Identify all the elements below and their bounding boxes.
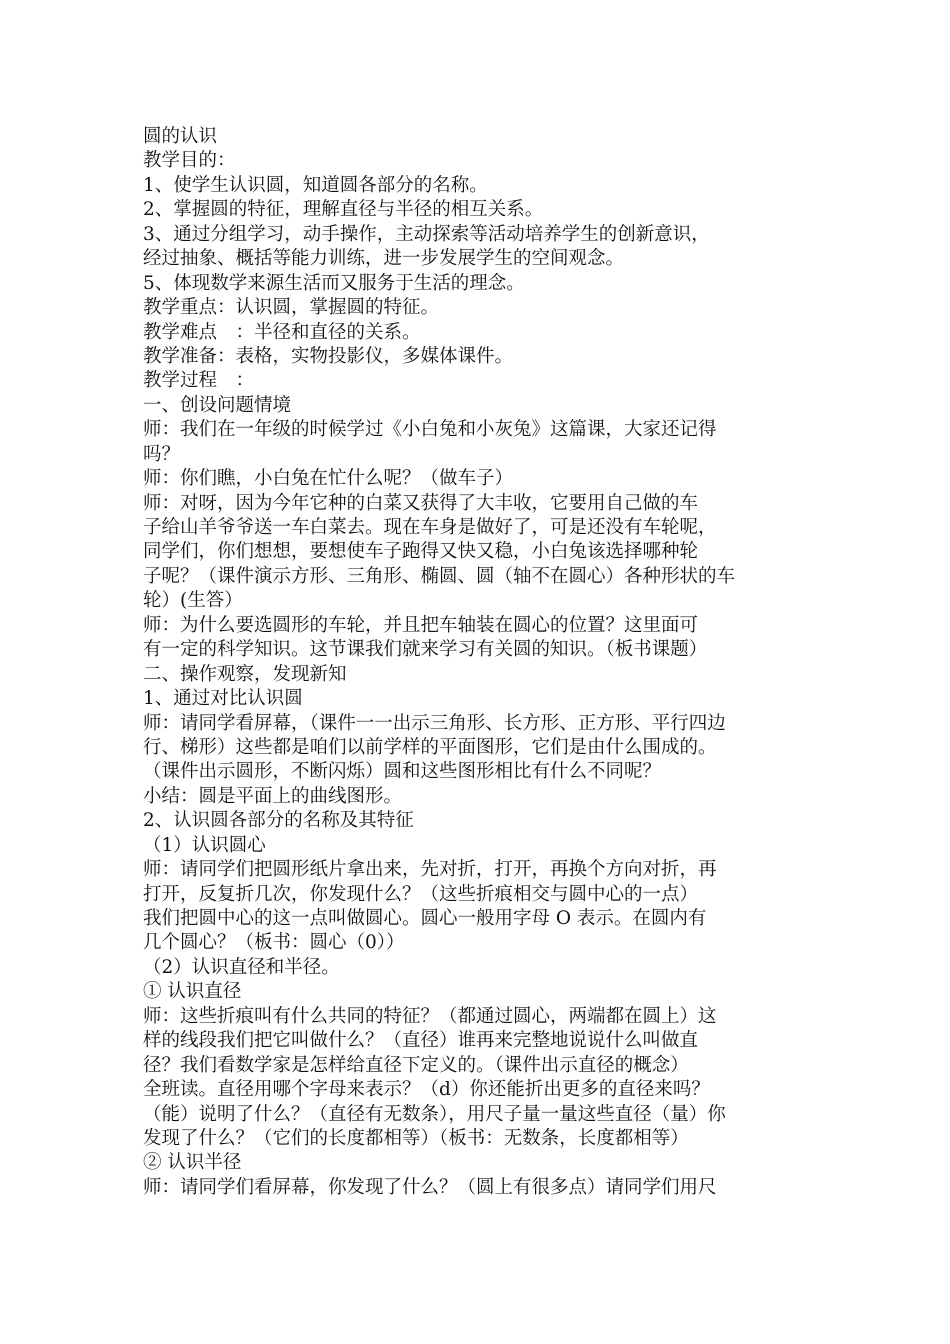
text-line: 经过抽象、概括等能力训练，进一步发展学生的空间观念。: [143, 248, 625, 270]
text-line: 师：请同学们看屏幕，你发现了什么？（圆上有很多点）请同学们用尺: [143, 1176, 717, 1198]
text-line: 师：我们在一年级的时候学过《小白兔和小灰兔》这篇课，大家还记得: [143, 419, 717, 441]
text-line: 师：这些折痕叫有什么共同的特征？（都通过圆心，两端都在圆上）这: [143, 1005, 717, 1027]
text-line: 3、通过分组学习，动手操作，主动探索等活动培养学生的创新意识，: [143, 223, 710, 245]
text-line: 样的线段我们把它叫做什么？（直径）谁再来完整地说说什么叫做直: [143, 1030, 699, 1052]
subsection-heading: ① 认识直径: [143, 981, 242, 1003]
text-line: 发现了什么？（它们的长度都相等）（板书：无数条，长度都相等）: [143, 1127, 689, 1149]
subsection-heading: 1、通过对比认识圆: [143, 688, 303, 710]
document-page: [143, 125, 823, 1200]
section-heading: 教学目的：: [143, 150, 236, 172]
text-line: 轮）(生答）: [143, 590, 243, 612]
text-line: 同学们，你们想想，要想使车子跑得又快又稳，小白兔该选择哪种轮: [143, 541, 699, 563]
text-line: 教学难点 ：半径和直径的关系。: [143, 321, 421, 343]
text-line: 师：你们瞧，小白兔在忙什么呢？（做车子）: [143, 468, 514, 490]
subsection-heading: （1）认识圆心: [143, 834, 266, 856]
text-line: 子给山羊爷爷送一车白菜去。现在车身是做好了，可是还没有车轮呢，: [143, 517, 717, 538]
text-line: 有一定的科学知识。这节课我们就来学习有关圆的知识。（板书课题）: [143, 639, 708, 661]
text-line: 子呢？（课件演示方形、三角形、椭圆、圆（轴不在圆心）各种形状的车: [143, 565, 736, 587]
text-line: 2、掌握圆的特征，理解直径与半径的相互关系。: [143, 199, 544, 221]
text-line: （课件出示圆形，不断闪烁）圆和这些图形相比有什么不同呢？: [143, 761, 662, 783]
text-line: 行、梯形）这些都是咱们以前学样的平面图形，它们是由什么围成的。: [143, 736, 717, 758]
document-title: 圆的认识: [143, 126, 218, 147]
section-heading: 一、创设问题情境: [143, 394, 292, 416]
text-line: 我们把圆中心的这一点叫做圆心。圆心一般用字母 O 表示。在圆内有: [143, 908, 707, 929]
text-line: 全班读。直径用哪个字母来表示？（d）你还能折出更多的直径来吗？: [143, 1079, 710, 1101]
text-line: 吗？: [143, 443, 181, 465]
text-line: 打开，反复折几次，你发现什么？（这些折痕相交与圆中心的一点）: [143, 883, 699, 905]
subsection-heading: 2、认识圆各部分的名称及其特征: [143, 810, 414, 832]
text-line: 小结：圆是平面上的曲线图形。: [143, 785, 403, 807]
subsection-heading: ② 认识半径: [143, 1152, 242, 1174]
section-heading: 教学过程 ：: [143, 370, 255, 392]
text-line: 教学重点：认识圆，掌握圆的特征。: [143, 297, 440, 319]
section-heading: 二、操作观察，发现新知: [143, 663, 347, 685]
text-line: （能）说明了什么？（直径有无数条），用尺子量一量这些直径（量）你: [143, 1103, 726, 1125]
text-line: 教学准备：表格，实物投影仪，多媒体课件。: [143, 345, 514, 367]
subsection-heading: （2）认识直径和半径。: [143, 956, 340, 978]
text-line: 几个圆心？（板书：圆心（0））: [143, 932, 405, 954]
text-line: 1、使学生认识圆，知道圆各部分的名称。: [143, 174, 488, 196]
text-line: 5、体现数学来源生活而又服务于生活的理念。: [143, 272, 525, 294]
text-line: 师：请同学们把圆形纸片拿出来，先对折，打开，再换个方向对折，再: [143, 859, 717, 881]
text-line: 师：为什么要选圆形的车轮，并且把车轴装在圆心的位置？这里面可: [143, 614, 699, 636]
text-line: 师：请同学看屏幕，（课件一一出示三角形、长方形、正方形、平行四边: [143, 712, 726, 734]
text-line: 师：对呀，因为今年它种的白菜又获得了大丰收，它要用自己做的车: [143, 492, 699, 514]
text-line: 径？我们看数学家是怎样给直径下定义的。（课件出示直径的概念）: [143, 1054, 689, 1076]
